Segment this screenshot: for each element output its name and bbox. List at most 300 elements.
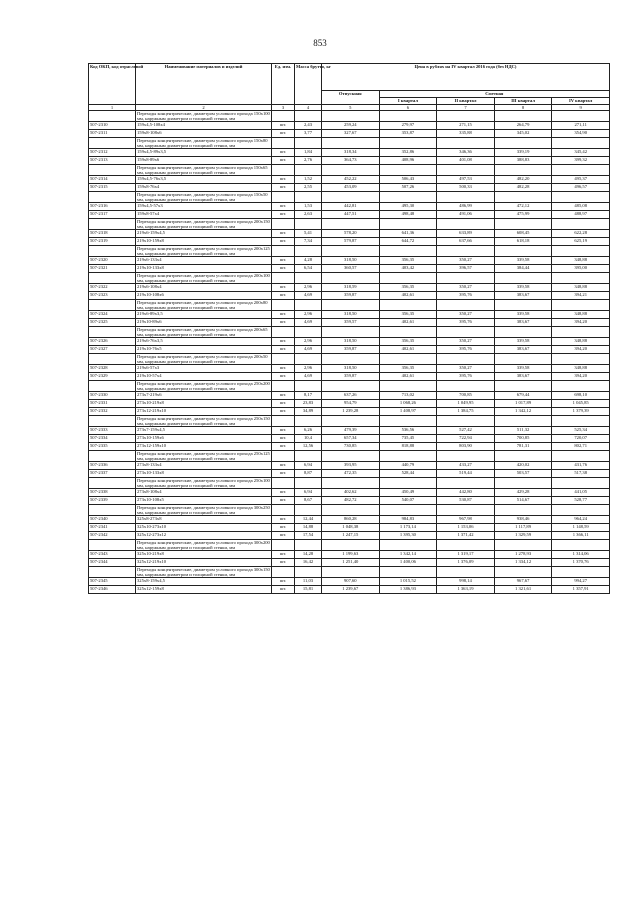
mass-cell: 5,41 (295, 230, 322, 238)
price-q2-cell: 350,27 (437, 284, 495, 292)
group-heading: Переходы концентрические, диаметром условного прохода 250х150 мм, наружным диаметром и толщиной стенки, мм (137, 416, 270, 426)
price-q2-cell: 530,87 (437, 497, 495, 505)
price-q1-cell: 450,49 (379, 489, 437, 497)
name-cell: 219х6-108х4 (136, 284, 272, 292)
empty-cell (295, 300, 322, 311)
table-row (89, 176, 610, 184)
code-cell: 507-2345 (89, 578, 136, 586)
empty-cell (437, 327, 495, 338)
mass-cell: 12,56 (295, 443, 322, 451)
price-q4-cell: 525,34 (552, 427, 610, 435)
unit-cell: шт. (272, 122, 295, 130)
price-q1-cell: 353,87 (379, 130, 437, 138)
group-heading-row (89, 246, 610, 257)
unit-cell: шт. (272, 578, 295, 586)
empty-cell (272, 354, 295, 365)
empty-cell (494, 567, 552, 578)
price-release-cell: 402,62 (322, 489, 380, 497)
price-release-cell: 452,22 (322, 176, 380, 184)
empty-cell (295, 327, 322, 338)
price-q1-cell: 440,79 (379, 462, 437, 470)
price-q3-cell: 384,44 (494, 265, 552, 273)
empty-cell (295, 451, 322, 462)
empty-cell (272, 416, 295, 427)
price-q1-cell: 713,02 (379, 392, 437, 400)
empty-cell (295, 567, 322, 578)
code-cell: 507-2332 (89, 408, 136, 416)
price-q1-cell: 528,44 (379, 470, 437, 478)
price-q3-cell: 618,18 (494, 238, 552, 246)
price-q2-cell: 1 376,09 (437, 559, 495, 567)
group-heading-row (89, 273, 610, 284)
empty-cell (379, 451, 437, 462)
code-cell: 507-2335 (89, 443, 136, 451)
price-q1-cell: 641,36 (379, 230, 437, 238)
price-release-cell: 364,73 (322, 157, 380, 165)
price-q1-cell: 1 068,26 (379, 400, 437, 408)
empty-cell (89, 451, 136, 462)
empty-cell (272, 478, 295, 489)
price-q3-cell: 339,58 (494, 311, 552, 319)
price-q4-cell: 394,20 (552, 373, 610, 381)
table-row (89, 470, 610, 478)
unit-cell: шт. (272, 400, 295, 408)
price-q4-cell: 394,20 (552, 346, 610, 354)
group-heading-row (89, 327, 610, 338)
price-release-cell: 657,34 (322, 435, 380, 443)
unit-cell: шт. (272, 462, 295, 470)
code-cell: 507-2315 (89, 184, 136, 192)
column-index: 9 (552, 105, 610, 111)
column-index: 1 (89, 105, 136, 111)
empty-cell (379, 416, 437, 427)
empty-cell (437, 246, 495, 257)
price-q1-cell: 408,96 (379, 157, 437, 165)
empty-cell (494, 381, 552, 392)
empty-cell (322, 540, 380, 551)
empty-cell (322, 246, 380, 257)
price-release-cell: 359,87 (322, 373, 380, 381)
name-cell: 325х12-273х12 (136, 532, 272, 540)
name-cell: 273х8-133х4 (136, 462, 272, 470)
price-q1-cell: 1 342,14 (379, 551, 437, 559)
column-index: 7 (437, 105, 495, 111)
price-q3-cell: 1 117,89 (494, 524, 552, 532)
price-q4-cell: 271,11 (552, 122, 610, 130)
table-row (89, 203, 610, 211)
empty-cell (552, 416, 610, 427)
price-q2-cell: 1 319,17 (437, 551, 495, 559)
name-cell: 273х8-108х4 (136, 489, 272, 497)
empty-cell (272, 381, 295, 392)
unit-cell: шт. (272, 365, 295, 373)
price-q4-cell: 964,24 (552, 516, 610, 524)
empty-cell (552, 165, 610, 176)
price-release-cell: 1 199,63 (322, 551, 380, 559)
empty-cell (552, 192, 610, 203)
price-release-cell: 730,85 (322, 443, 380, 451)
code-cell: 507-2338 (89, 489, 136, 497)
price-q2-cell: 486,99 (437, 203, 495, 211)
price-q3-cell: 503,57 (494, 470, 552, 478)
unit-cell: шт. (272, 203, 295, 211)
empty-cell (552, 451, 610, 462)
code-cell: 507-2336 (89, 462, 136, 470)
price-q3-cell: 967,67 (494, 578, 552, 586)
price-q3-cell: 388,83 (494, 157, 552, 165)
mass-cell: 14,88 (295, 524, 322, 532)
empty-cell (552, 505, 610, 516)
empty-cell (379, 273, 437, 284)
group-heading-row (89, 138, 610, 149)
unit-cell: шт. (272, 319, 295, 327)
empty-cell (437, 416, 495, 427)
empty-cell (89, 505, 136, 516)
code-cell: 507-2313 (89, 157, 136, 165)
price-q2-cell: 335,88 (437, 130, 495, 138)
empty-cell (494, 300, 552, 311)
empty-cell (437, 381, 495, 392)
price-q1-cell: 818,88 (379, 443, 437, 451)
mass-cell: 15,81 (295, 586, 322, 594)
empty-cell (295, 540, 322, 551)
mass-cell: 2,55 (295, 184, 322, 192)
price-q1-cell: 1 395,30 (379, 532, 437, 540)
mass-cell: 6,94 (295, 462, 322, 470)
price-release-cell: 1 251,40 (322, 559, 380, 567)
price-q3-cell: 781,31 (494, 443, 552, 451)
price-q2-cell: 350,27 (437, 311, 495, 319)
code-cell: 507-2339 (89, 497, 136, 505)
table-row (89, 157, 610, 165)
price-q3-cell: 1 278,93 (494, 551, 552, 559)
unit-cell: шт. (272, 392, 295, 400)
group-heading: Переходы концентрические, диаметром условного прохода 300х250 мм, наружным диаметром и толщиной стенки, мм (137, 505, 270, 515)
code-cell: 507-2346 (89, 586, 136, 594)
group-heading: Переходы концентрические, диаметром условного прохода 250х100 мм, наружным диаметром и толщиной стенки, мм (137, 478, 270, 488)
mass-cell: 4,69 (295, 373, 322, 381)
price-q3-cell: 264,79 (494, 122, 552, 130)
empty-cell (272, 451, 295, 462)
price-release-cell: 259,24 (322, 122, 380, 130)
header-q1: I квартал (379, 98, 437, 105)
header-price-group: Цена в рублях на IV квартал 2016 года (без НДС) (322, 64, 610, 91)
unit-cell: шт. (272, 130, 295, 138)
price-q2-cell: 1 363,19 (437, 586, 495, 594)
price-release-cell: 1 239,28 (322, 408, 380, 416)
unit-cell: шт. (272, 176, 295, 184)
table-row (89, 122, 610, 130)
empty-cell (379, 381, 437, 392)
price-q2-cell: 395,76 (437, 346, 495, 354)
group-heading: Переходы концентрические, диаметром условного прохода 300х150 мм, наружным диаметром и толщиной стенки, мм (137, 567, 270, 577)
group-heading: Переходы концентрические, диаметром условного прохода 150х65 мм, наружным диаметром и толщиной стенки, мм (136, 165, 272, 176)
empty-cell (437, 192, 495, 203)
price-q3-cell: 420,02 (494, 462, 552, 470)
name-cell: 219х10-89х6 (136, 319, 272, 327)
group-heading-row (89, 505, 610, 516)
unit-cell: шт. (272, 489, 295, 497)
price-q2-cell: 998,14 (437, 578, 495, 586)
empty-cell (437, 273, 495, 284)
group-heading-row (89, 567, 610, 578)
empty-cell (322, 354, 380, 365)
table-row (89, 346, 610, 354)
price-q1-cell: 352,86 (379, 149, 437, 157)
price-q2-cell: 433,27 (437, 462, 495, 470)
table-row (89, 532, 610, 540)
empty-cell (272, 327, 295, 338)
price-q4-cell: 802,71 (552, 443, 610, 451)
empty-cell (437, 567, 495, 578)
unit-cell: шт. (272, 435, 295, 443)
price-q3-cell: 472,12 (494, 203, 552, 211)
empty-cell (89, 273, 136, 284)
group-heading: Переходы концентрические, диаметром условного прохода 200х65 мм, наружным диаметром и толщиной стенки, мм (136, 327, 272, 338)
price-q1-cell: 507,26 (379, 184, 437, 192)
name-cell: 219х6-133х4 (136, 257, 272, 265)
column-index: 6 (379, 105, 437, 111)
empty-cell (89, 354, 136, 365)
column-index: 5 (322, 105, 380, 111)
unit-cell: шт. (272, 211, 295, 219)
code-cell: 507-2323 (89, 292, 136, 300)
price-q4-cell: 1 148,59 (552, 524, 610, 532)
price-q1-cell: 1 386,93 (379, 586, 437, 594)
price-q2-cell: 497,53 (437, 176, 495, 184)
price-q3-cell: 679,44 (494, 392, 552, 400)
table-row (89, 149, 610, 157)
empty-cell (89, 540, 136, 551)
unit-cell: шт. (272, 292, 295, 300)
price-q3-cell: 482,28 (494, 184, 552, 192)
table-row (89, 400, 610, 408)
price-release-cell: 1 048,38 (322, 524, 380, 532)
mass-cell: 6,54 (295, 265, 322, 273)
empty-cell (552, 111, 610, 122)
price-q2-cell: 527,42 (437, 427, 495, 435)
name-cell: 159х8-89х6 (136, 157, 272, 165)
code-cell: 507-2319 (89, 238, 136, 246)
empty-cell (322, 451, 380, 462)
table-row (89, 238, 610, 246)
price-q2-cell: 1 384,75 (437, 408, 495, 416)
price-release-cell: 453,09 (322, 184, 380, 192)
group-heading: Переходы концентрические, диаметром условного прохода 200х150 мм, наружным диаметром и толщиной стенки, мм (137, 219, 270, 229)
empty-cell (322, 192, 380, 203)
empty-cell (494, 165, 552, 176)
group-heading: Переходы концентрические, диаметром условного прохода 200х80 мм, наружным диаметром и толщиной стенки, мм (136, 300, 272, 311)
group-heading-row (89, 478, 610, 489)
name-cell: 325х10-273х10 (136, 524, 272, 532)
price-q4-cell: 348,88 (552, 284, 610, 292)
mass-cell: 2,63 (295, 211, 322, 219)
header-q3: III квартал (494, 98, 552, 105)
empty-cell (494, 219, 552, 230)
table-row (89, 578, 610, 586)
empty-cell (89, 165, 136, 176)
price-table-container (88, 63, 610, 594)
group-heading: Переходы концентрические, диаметром условного прохода 200х125 мм, наружным диаметром и толщиной стенки, мм (137, 246, 270, 256)
empty-cell (295, 165, 322, 176)
empty-cell (272, 505, 295, 516)
unit-cell: шт. (272, 559, 295, 567)
price-release-cell: 579,87 (322, 238, 380, 246)
empty-cell (552, 273, 610, 284)
price-q2-cell: 637,66 (437, 238, 495, 246)
empty-cell (89, 138, 136, 149)
table-row (89, 319, 610, 327)
price-q2-cell: 1 153,06 (437, 524, 495, 532)
code-cell: 507-2322 (89, 284, 136, 292)
empty-cell (295, 192, 322, 203)
name-cell: 273х10-133х8 (136, 470, 272, 478)
mass-cell: 2,96 (295, 365, 322, 373)
empty-cell (552, 219, 610, 230)
price-q3-cell: 383,67 (494, 346, 552, 354)
group-heading-row (89, 300, 610, 311)
empty-cell (322, 327, 380, 338)
code-cell: 507-2327 (89, 346, 136, 354)
table-row (89, 497, 610, 505)
name-cell: 273х10-108х5 (136, 497, 272, 505)
header-release: Отпускная (322, 91, 380, 105)
price-q3-cell: 1 334,12 (494, 559, 552, 567)
empty-cell (272, 567, 295, 578)
unit-cell: шт. (272, 532, 295, 540)
price-q4-cell: 517,38 (552, 470, 610, 478)
price-q1-cell: 735,45 (379, 435, 437, 443)
mass-cell: 7,34 (295, 238, 322, 246)
code-cell: 507-2333 (89, 427, 136, 435)
code-cell: 507-2328 (89, 365, 136, 373)
code-cell: 507-2341 (89, 524, 136, 532)
group-heading-row (89, 381, 610, 392)
empty-cell (552, 354, 610, 365)
empty-cell (89, 567, 136, 578)
empty-cell (437, 354, 495, 365)
empty-cell (437, 165, 495, 176)
table-row (89, 373, 610, 381)
mass-cell: 8,17 (295, 392, 322, 400)
table-row (89, 524, 610, 532)
price-q1-cell: 402,61 (379, 292, 437, 300)
code-cell: 507-2324 (89, 311, 136, 319)
price-q3-cell: 938,46 (494, 516, 552, 524)
code-cell: 507-2330 (89, 392, 136, 400)
price-q4-cell: 720,07 (552, 435, 610, 443)
price-q2-cell: 519,44 (437, 470, 495, 478)
unit-cell: шт. (272, 408, 295, 416)
empty-cell (494, 354, 552, 365)
name-cell: 159х8-57х4 (136, 211, 272, 219)
unit-cell: шт. (272, 516, 295, 524)
name-cell: 325х8-273х8 (136, 516, 272, 524)
price-q4-cell: 394,20 (552, 319, 610, 327)
price-q3-cell: 339,58 (494, 365, 552, 373)
table-row (89, 408, 610, 416)
unit-cell: шт. (272, 184, 295, 192)
empty-cell (295, 505, 322, 516)
price-q1-cell: 402,61 (379, 373, 437, 381)
mass-cell: 4,69 (295, 292, 322, 300)
code-cell: 507-2310 (89, 122, 136, 130)
code-cell: 507-2316 (89, 203, 136, 211)
price-q4-cell: 431,76 (552, 462, 610, 470)
price-q4-cell: 399,32 (552, 157, 610, 165)
empty-cell (295, 219, 322, 230)
empty-cell (272, 540, 295, 551)
code-cell: 507-2329 (89, 373, 136, 381)
price-release-cell: 954,79 (322, 400, 380, 408)
name-cell: 159х8-108х6 (136, 130, 272, 138)
price-release-cell: 359,87 (322, 292, 380, 300)
price-q1-cell: 1 015,52 (379, 578, 437, 586)
price-q3-cell: 700,85 (494, 435, 552, 443)
group-heading: Переходы концентрические, диаметром условного прохода 200х50 мм, наружным диаметром и толщиной стенки, мм (136, 354, 272, 365)
name-cell: 219х10-133х8 (136, 265, 272, 273)
empty-cell (494, 540, 552, 551)
code-cell: 507-2334 (89, 435, 136, 443)
group-heading: Переходы концентрические, диаметром условного прохода 150х100 мм, наружным диаметром и толщиной стенки, мм (137, 111, 270, 121)
empty-cell (494, 505, 552, 516)
unit-cell: шт. (272, 470, 295, 478)
empty-cell (379, 478, 437, 489)
empty-cell (379, 111, 437, 122)
price-q1-cell: 540,07 (379, 497, 437, 505)
empty-cell (437, 219, 495, 230)
code-cell: 507-2331 (89, 400, 136, 408)
table-row (89, 265, 610, 273)
name-cell: 159х4,5-57х3 (136, 203, 272, 211)
price-release-cell: 318,50 (322, 338, 380, 346)
header-name: Наименование материалов и изделий (136, 64, 272, 105)
empty-cell (89, 381, 136, 392)
name-cell: 219х10-108х6 (136, 292, 272, 300)
code-cell: 507-2318 (89, 230, 136, 238)
price-q1-cell: 1 400,06 (379, 559, 437, 567)
price-q2-cell: 967,98 (437, 516, 495, 524)
empty-cell (89, 219, 136, 230)
price-q1-cell: 536,56 (379, 427, 437, 435)
mass-cell: 6,26 (295, 427, 322, 435)
price-q2-cell: 722,94 (437, 435, 495, 443)
price-q4-cell: 496,57 (552, 184, 610, 192)
table-row (89, 489, 610, 497)
unit-cell: шт. (272, 551, 295, 559)
empty-cell (295, 416, 322, 427)
code-cell: 507-2325 (89, 319, 136, 327)
group-heading-row (89, 111, 610, 122)
price-q1-cell: 1 173,14 (379, 524, 437, 532)
column-index: 3 (272, 105, 295, 111)
empty-cell (89, 246, 136, 257)
price-q2-cell: 271,15 (437, 122, 495, 130)
price-release-cell: 359,87 (322, 346, 380, 354)
unit-cell: шт. (272, 157, 295, 165)
column-index: 4 (295, 105, 322, 111)
table-row (89, 462, 610, 470)
price-q4-cell: 488,97 (552, 211, 610, 219)
unit-cell: шт. (272, 586, 295, 594)
price-q2-cell: 1 371,42 (437, 532, 495, 540)
code-cell: 507-2326 (89, 338, 136, 346)
mass-cell: 1,52 (295, 176, 322, 184)
mass-cell: 4,69 (295, 346, 322, 354)
empty-cell (322, 416, 380, 427)
price-q2-cell: 633,89 (437, 230, 495, 238)
price-q3-cell: 429,28 (494, 489, 552, 497)
